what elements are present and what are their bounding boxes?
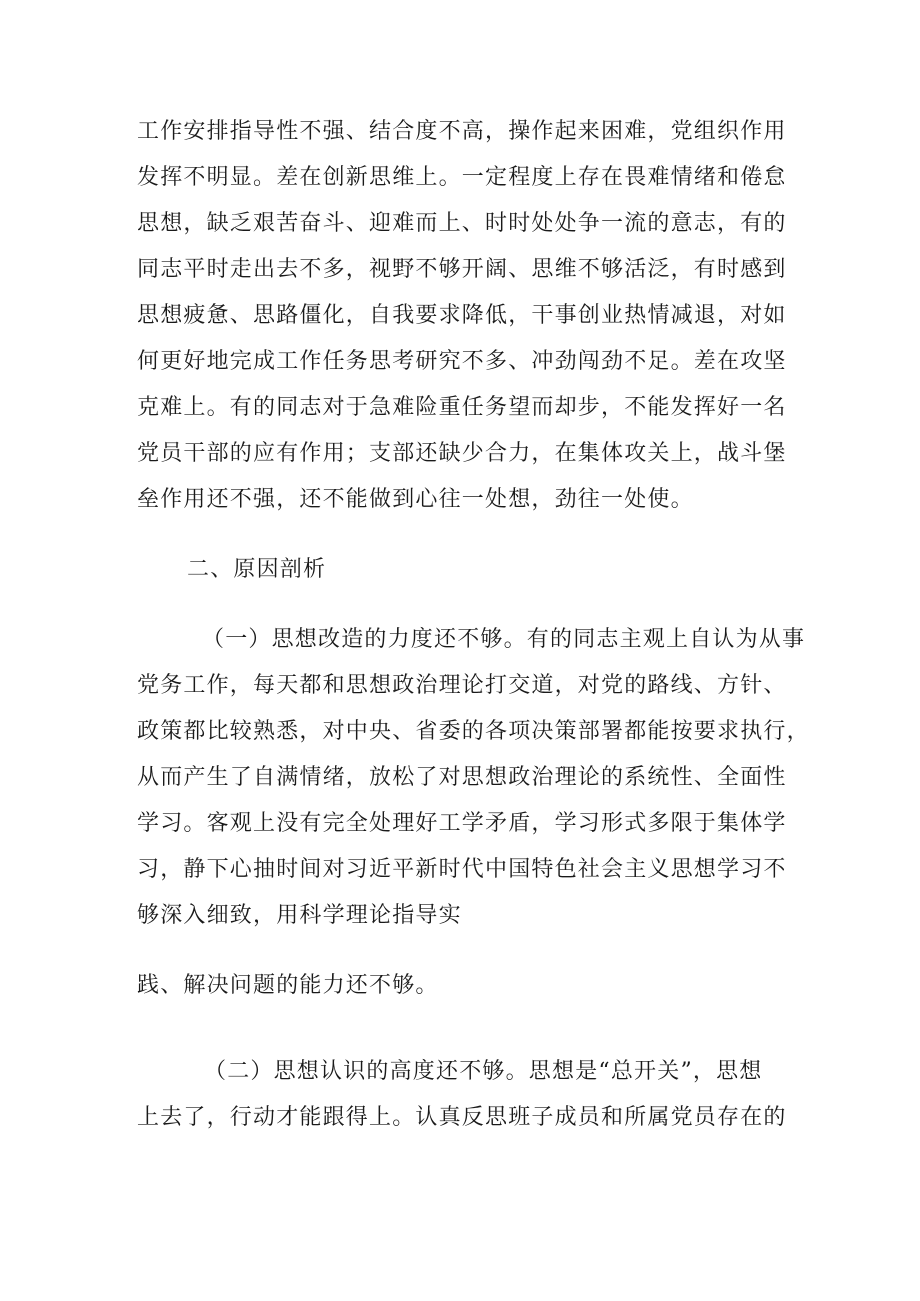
section-heading: 二、原因剖析: [187, 557, 327, 582]
text-line: （二）思想认识的高度还不够。思想是“总开关”，思想: [204, 1059, 763, 1084]
text-line: 从而产生了自满情绪，放松了对思想政治理论的系统性、全面性: [137, 765, 787, 790]
text-line: 学习。客观上没有完全处理好工学矛盾，学习形式多限于集体学: [137, 811, 787, 836]
text-line: 思想疲惫、思路僵化，自我要求降低，干事创业热情减退，对如: [137, 303, 787, 328]
text-line: 同志平时走出去不多，视野不够开阔、思维不够活泛，有时感到: [137, 257, 787, 282]
text-line: 发挥不明显。差在创新思维上。一定程度上存在畏难情绪和倦怠: [137, 165, 787, 190]
text-line: 何更好地完成工作任务思考研究不多、冲劲闯劲不足。差在攻坚: [137, 349, 787, 374]
text-line: 政策都比较熟悉，对中央、省委的各项决策部署都能按要求执行，: [137, 719, 810, 744]
text-line: 够深入细致，用科学理论指导实: [137, 903, 462, 928]
text-line: 党务工作，每天都和思想政治理论打交道，对党的路线、方针、: [137, 673, 787, 698]
text-line: 上去了，行动才能跟得上。认真反思班子成员和所属党员存在的: [137, 1105, 787, 1130]
text-line: 习，静下心抽时间对习近平新时代中国特色社会主义思想学习不: [137, 857, 787, 882]
text-line: （一）思想改造的力度还不够。有的同志主观上自认为从事: [202, 627, 806, 652]
text-line: 垒作用还不强，还不能做到心往一处想，劲往一处使。: [137, 487, 694, 512]
paragraph-2-continued: 践、解决问题的能力还不够。: [137, 973, 439, 998]
text-line: 工作安排指导性不强、结合度不高，操作起来困难，党组织作用: [137, 119, 787, 144]
text-line: 思想，缺乏艰苦奋斗、迎难而上、时时处处争一流的意志，有的: [137, 211, 787, 236]
text-line: 党员干部的应有作用；支部还缺少合力，在集体攻关上，战斗堡: [137, 441, 787, 466]
text-line: 克难上。有的同志对于急难险重任务望而却步，不能发挥好一名: [137, 395, 787, 420]
